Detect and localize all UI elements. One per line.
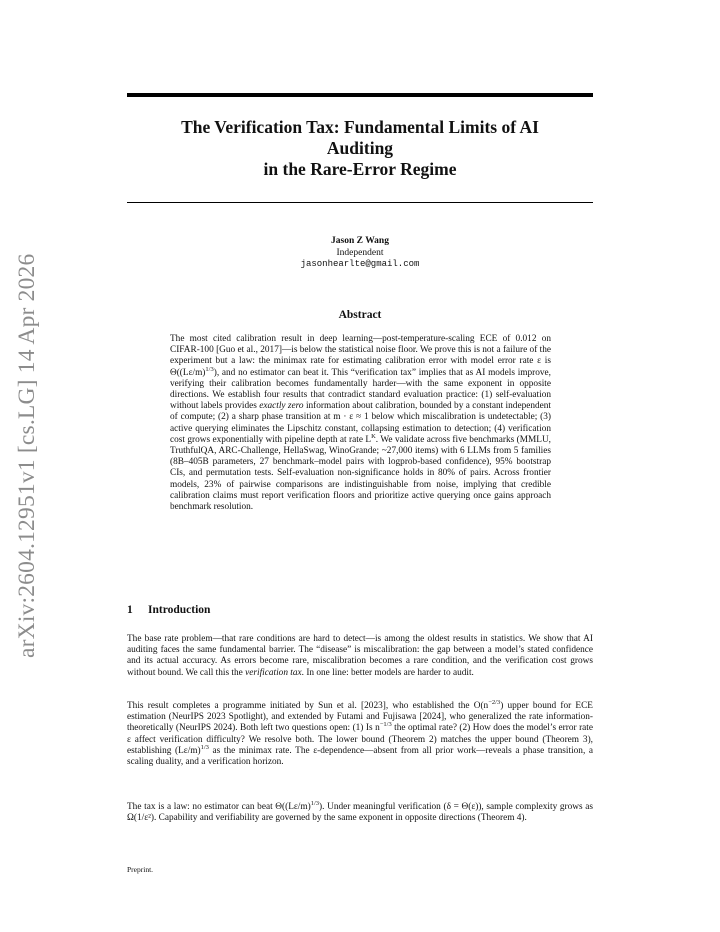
- intro-p2-text-a: This result completes a programme initiated by Sun et al. [2023], who established the O(n: [127, 701, 489, 711]
- title-bottom-rule: [127, 202, 593, 203]
- author-affiliation: Independent: [336, 247, 384, 258]
- intro-p3-text-b: ). Under meaningful verification (δ = Θ(ε)), sample complexity grows as Ω(1/ε²). Capability and verifiability are governed by the same exponent in opposite directions (Theorem 4).: [127, 802, 593, 824]
- author-block: [127, 236, 593, 271]
- abstract-sup-c: K: [371, 432, 376, 440]
- arxiv-identifier-stamp: arXiv:2604.12951v1 [cs.LG] 14 Apr 2026: [14, 253, 40, 658]
- intro-p2-text-c: the optimal rate? (2) How does the model’s error rate ε affect verification difficulty? We resolve both. The lower bound (Theorem 2) matches the upper bound (Theorem 3), establishing (Lε/m): [127, 723, 593, 756]
- intro-paragraph-3: [127, 799, 593, 824]
- abstract-emphasis: exactly zero: [259, 401, 304, 412]
- title-line-2: Auditing: [326, 138, 394, 158]
- intro-p2-sup-2: −1/3: [379, 721, 392, 729]
- abstract-body: [170, 334, 551, 513]
- author-name: Jason Z Wang: [331, 236, 389, 246]
- abstract-heading: Abstract: [338, 309, 382, 321]
- title-top-rule: [127, 93, 593, 97]
- intro-paragraph-2: [127, 698, 593, 768]
- intro-paragraph-1: [127, 634, 593, 679]
- intro-p1-emphasis: verification tax: [245, 667, 302, 678]
- intro-p3-text-a: The tax is a law: no estimator can beat Θ((Lε/m): [127, 802, 311, 812]
- title-line-3: in the Rare-Error Regime: [263, 159, 457, 179]
- title-line-1: The Verification Tax: Fundamental Limits of AI: [181, 117, 539, 137]
- intro-p2-sup-3: 1/3: [200, 743, 209, 751]
- intro-p2-sup-1: −2/3: [488, 698, 501, 706]
- abstract-text-b: ), and no estimator can beat it. This “verification tax” implies that as AI models improve, verifying their calibration becomes fundamentally harder—with the same exponent in opposite directions. We establish four results that contradict standard evaluation practice: (1) self-evaluation without labels provides: [170, 367, 551, 412]
- paper-title: [127, 117, 593, 180]
- abstract-text-d: . We validate across five benchmarks (MMLU, TruthfulQA, ARC-Challenge, HellaSwag, WinoGrande; ~27,000 items) with 6 LLMs from 5 families (8B–405B parameters, 27 benchmark–model pairs with logprob-based confidence), 95% bootstrap CIs, and permutation tests. Self-evaluation non-significance holds in 80% of pairs. Across frontier models, 23% of pairwise comparisons are indistinguishable from noise, implying that credible calibration claims must report verification floors and prioritize active querying once gains approach benchmark resolution.: [170, 434, 551, 513]
- author-email[interactable]: jasonhearlte@gmail.com: [300, 259, 420, 269]
- intro-p2-text-b: ) upper bound for ECE estimation (NeurIPS 2023 Spotlight), and extended by Futami and Fujisawa [2024], who generalized the rate information-theoretically (NeurIPS 2024). Both left two questions open: (1) Is n: [127, 701, 593, 734]
- intro-p1-text-a: The base rate problem—that rare conditions are hard to detect—is among the oldest results in statistics. We show that AI auditing faces the same fundamental barrier. The “disease” is miscalibration: the gap between a model’s stated confidence and its actual accuracy. As errors become rare, miscalibration becomes a rare condition, and the verification cost grows without bound. We call this the: [127, 634, 593, 678]
- section-number: 1: [127, 604, 133, 616]
- section-title: Introduction: [148, 604, 211, 616]
- abstract-text-a: The most cited calibration result in deep learning—post-temperature-scaling ECE of 0.012 on CIFAR-100 [Guo et al., 2017]—is below the statistical noise floor. We prove this is not a failure of the experiment but a law: the minimax rate for estimating calibration error with model error rate ε is Θ((Lε/m): [170, 334, 551, 378]
- intro-p2-text-d: as the minimax rate. The ε-dependence—absent from all prior work—reveals a phase transition, a scaling duality, and a verification horizon.: [127, 745, 593, 768]
- abstract-text-c: information about calibration, bounded by a constant independent of compute; (2) a sharp phase transition at m · ε ≈ 1 below which miscalibration is undetectable; (3) active querying eliminates the Lipschitz constant, collapsing estimation to detection; (4) verification cost grows exponentially with pipeline depth at rate L: [170, 401, 551, 445]
- intro-p1-text-b: . In one line: better models are harder to audit.: [301, 667, 474, 678]
- abstract-sup-a: 1/3: [205, 365, 214, 373]
- section-heading-introduction: [127, 604, 593, 616]
- footer-preprint-label: Preprint.: [127, 865, 154, 874]
- intro-p3-sup: 1/3: [310, 799, 320, 807]
